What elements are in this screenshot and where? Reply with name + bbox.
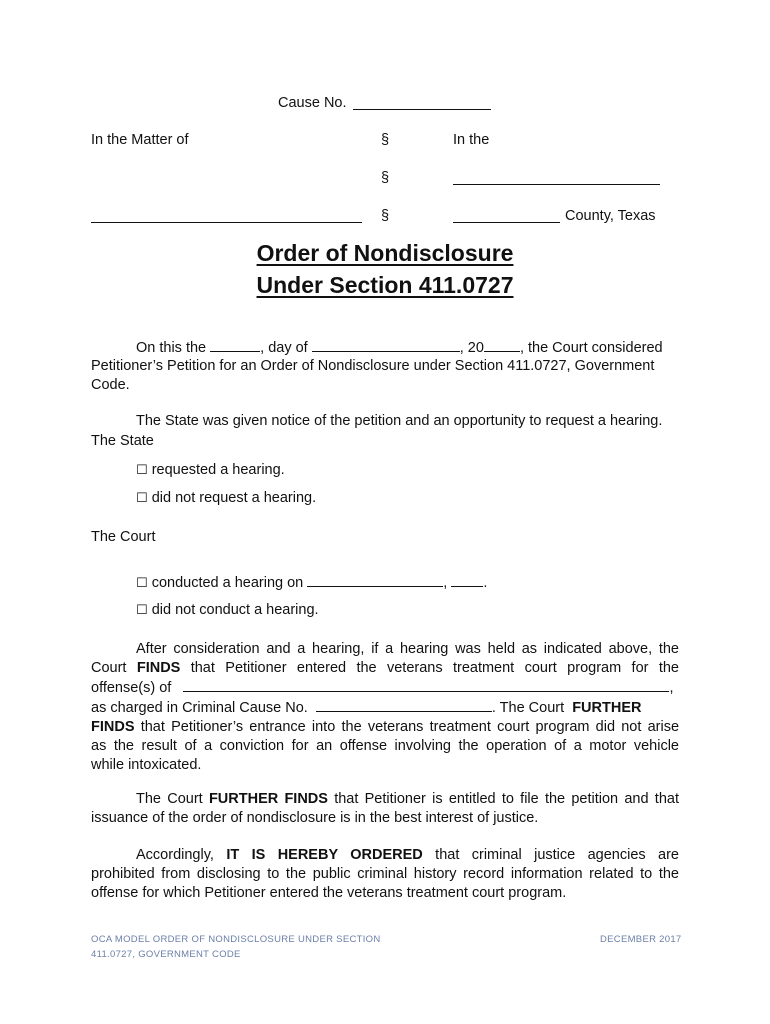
para1-line3: Code. <box>91 377 130 393</box>
para3-line6: as the result of a conviction for an offense involving the operation of a motor vehicle <box>91 738 679 754</box>
option-did-not-request-hearing[interactable] <box>136 489 316 508</box>
para4-further-finds: FURTHER FINDS <box>208 791 328 807</box>
checkbox-icon[interactable]: ☐ <box>136 576 148 591</box>
para4-line1-rest: that Petitioner is entitled to file the petition and that <box>334 791 679 807</box>
option-requested-label: requested a hearing. <box>151 462 285 478</box>
month-blank[interactable] <box>312 338 460 352</box>
footer-date: DECEMBER 2017 <box>600 934 682 945</box>
para5-ordered: IT IS HEREBY ORDERED <box>226 847 423 863</box>
findings-paragraph <box>91 640 679 775</box>
hearing-date-blank[interactable] <box>307 573 443 587</box>
para5-line2: prohibited from disclosing to the public criminal history record information related to the <box>91 866 679 882</box>
para1-text-c: , 20 <box>459 340 484 356</box>
county-blank[interactable] <box>453 222 560 223</box>
para4-line2: issuance of the order of nondisclosure is in the best interest of justice. <box>91 810 539 826</box>
section-symbol-1: § <box>381 132 390 148</box>
in-the-matter-of: In the Matter of <box>91 132 189 148</box>
document-title-line1: Order of Nondisclosure <box>256 240 514 266</box>
criminal-cause-blank[interactable] <box>316 698 492 712</box>
order-paragraph <box>91 846 679 903</box>
offense-blank[interactable] <box>183 678 669 692</box>
para3-line5 <box>91 718 679 737</box>
para4-the-court: The Court <box>136 791 203 807</box>
court-label: The Court <box>91 529 156 545</box>
para2-line2: The State <box>91 433 154 449</box>
para1-line2: Petitioner’s Petition for an Order of Nondisclosure under Section 411.0727, Government <box>91 358 655 374</box>
option-did-not-conduct-hearing[interactable] <box>136 601 319 620</box>
para4-line1 <box>91 790 679 809</box>
para5-accordingly: Accordingly, <box>136 847 214 863</box>
cause-no-blank[interactable] <box>353 109 491 110</box>
para5-line1-rest: that criminal justice agencies are <box>435 847 679 863</box>
court-name-blank[interactable] <box>453 184 660 185</box>
para3-criminal-cause: as charged in Criminal Cause No. <box>91 700 308 716</box>
para3-the-court: . The Court <box>491 700 565 716</box>
footer-left <box>91 932 381 962</box>
checkbox-icon[interactable]: ☐ <box>136 491 148 506</box>
section-symbol-3: § <box>381 208 390 224</box>
para3-offense-label: offense(s) of <box>91 680 172 696</box>
para5-line3: offense for which Petitioner entered the veterans treatment court program. <box>91 885 567 901</box>
option-requested-hearing[interactable] <box>136 461 285 480</box>
para1-text-a: On this the <box>136 340 207 356</box>
para3-line1: After consideration and a hearing, if a hearing was held as indicated above, the <box>136 641 679 657</box>
para3-line5-rest: that Petitioner’s entrance into the veterans treatment court program did not arise <box>140 719 680 735</box>
para2-line1: The State was given notice of the petition and an opportunity to request a hearing. <box>136 413 663 429</box>
section-symbol-2: § <box>381 170 390 186</box>
para3-court: Court <box>91 660 127 676</box>
petitioner-name-blank[interactable] <box>91 222 362 223</box>
day-blank[interactable] <box>210 338 260 352</box>
cause-no-text: Cause No. <box>278 95 347 111</box>
option-not-conducted-label: did not conduct a hearing. <box>151 602 319 618</box>
para3-further: FURTHER <box>572 700 642 716</box>
para5-line1 <box>91 846 679 865</box>
para1-text-d: , the Court considered <box>519 340 663 356</box>
para3-line2 <box>91 659 679 678</box>
year-blank[interactable] <box>484 338 520 352</box>
footer-left-line1: OCA MODEL ORDER OF NONDISCLOSURE UNDER SECTION <box>91 934 381 945</box>
para3-finds-2: FINDS <box>91 719 135 735</box>
para3-line4 <box>91 698 679 718</box>
para3-line2-rest: that Petitioner entered the veterans treatment court program for the <box>190 660 679 676</box>
document-title-line2: Under Section 411.0727 <box>256 272 514 298</box>
checkbox-icon[interactable]: ☐ <box>136 603 148 618</box>
para1-line1 <box>136 338 663 358</box>
cause-no-label <box>278 94 347 113</box>
para3-finds: FINDS <box>136 660 181 676</box>
hearing-year-blank[interactable] <box>451 573 483 587</box>
option-conducted-label: conducted a hearing on <box>151 575 304 591</box>
option-conducted-hearing[interactable]: ☐ conducted a hearing on , . <box>136 575 488 591</box>
in-the-label: In the <box>453 132 490 148</box>
para3-line7: while intoxicated. <box>91 757 202 773</box>
further-findings-paragraph <box>91 790 679 828</box>
para3-line3: offense(s) of , <box>91 680 674 696</box>
checkbox-icon[interactable]: ☐ <box>136 463 148 478</box>
footer-left-line2: 411.0727, GOVERNMENT CODE <box>91 949 241 960</box>
county-texas-label: County, Texas <box>565 208 656 224</box>
para1-text-b: , day of <box>260 340 308 356</box>
option-not-requested-label: did not request a hearing. <box>151 490 317 506</box>
